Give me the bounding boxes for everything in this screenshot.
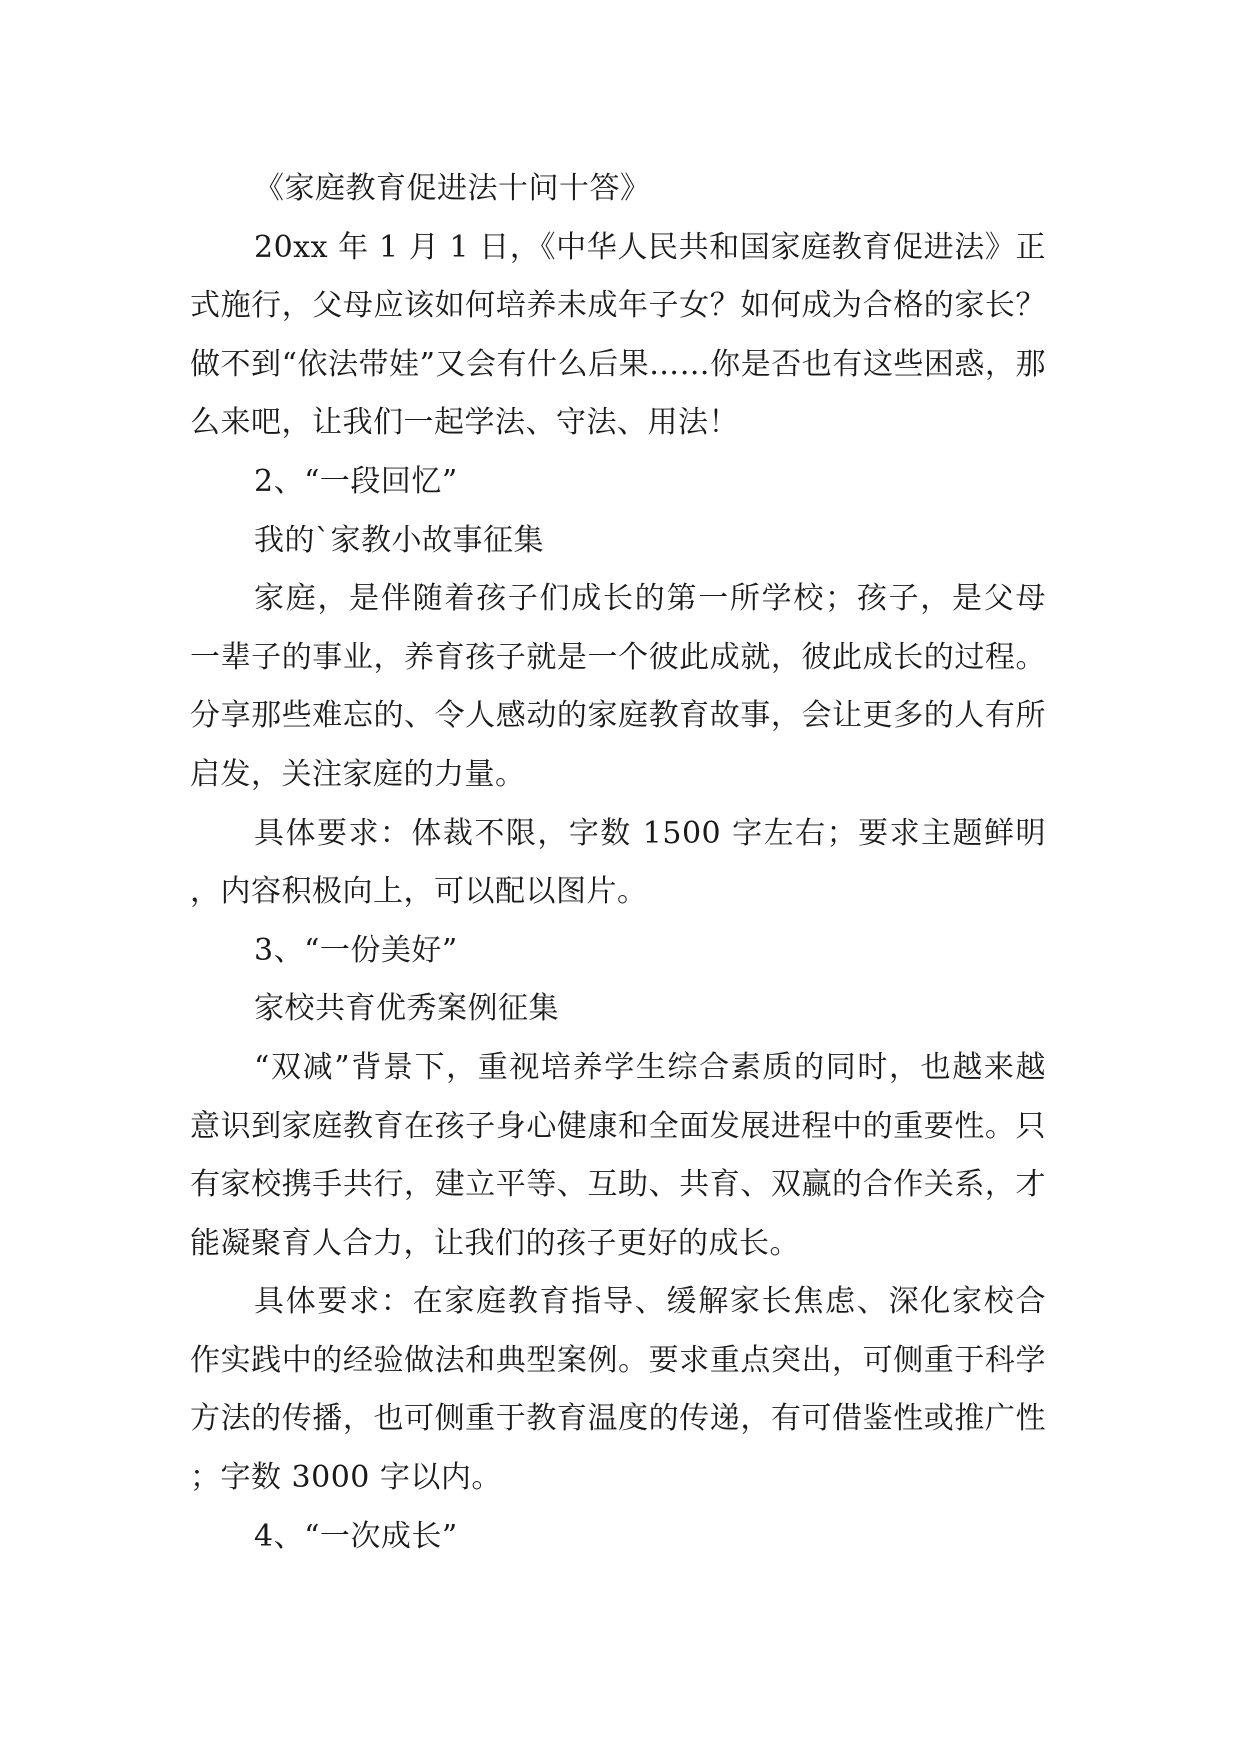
section-body-2: 家庭，是伴随着孩子们成长的第一所学校；孩子，是父母一辈子的事业，养育孩子就是一个彼此成就，彼此成长的过程。分享那些难忘的、令人感动的家庭教育故事，会让更多的人有所启发，关注家庭的力量。	[190, 581, 1046, 792]
section-body-3: “双减”背景下，重视培养学生综合素质的同时，也越来越意识到家庭教育在孩子身心健康和全面发展进程中的重要性。只有家校携手共行，建立平等、互助、共育、双赢的合作关系，才能凝聚育人合力，让我们的孩子更好的成长。	[190, 1049, 1046, 1261]
intro-paragraph: 20xx 年 1 月 1 日，《中华人民共和国家庭教育促进法》正式施行，父母应该如何培养未成年子女？如何成为合格的家长？做不到“依法带娃”又会有什么后果……你是否也有这些困惑，那么来吧，让我们一起学法、守法、用法！	[190, 229, 1046, 441]
section-heading-3: 3、“一份美好”	[254, 932, 458, 968]
document-title: 《家庭教育促进法十问十答》	[254, 171, 651, 206]
section-requirements-2: 具体要求：体裁不限，字数 1500 字左右；要求主题鲜明，内容积极向上，可以配以图片。	[190, 815, 1046, 910]
section-subtitle-3: 家校共育优秀案例征集	[254, 991, 559, 1027]
section-subtitle-2: 我的`家教小故事征集	[254, 522, 544, 558]
document-body	[190, 160, 1046, 1566]
section-requirements-3: 具体要求：在家庭教育指导、缓解家长焦虑、深化家校合作实践中的经验做法和典型案例。要求重点突出，可侧重于科学方法的传播，也可侧重于教育温度的传递，有可借鉴性或推广性；字数 3000 字以内。	[190, 1284, 1046, 1496]
section-heading-4: 4、“一次成长”	[254, 1518, 458, 1554]
section-heading-2: 2、“一段回忆”	[254, 463, 458, 499]
